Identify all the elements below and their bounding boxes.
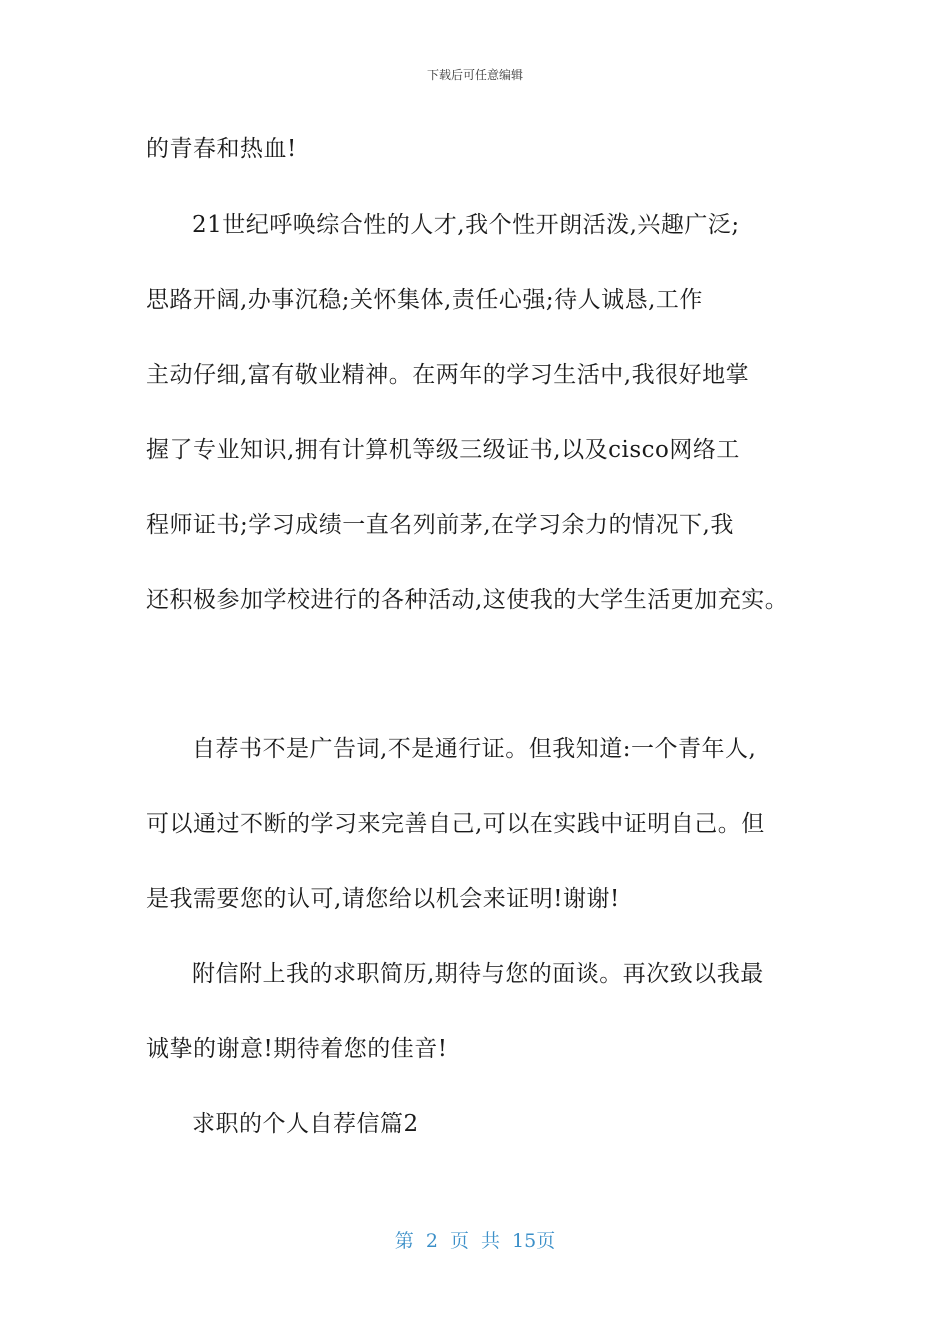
section-heading: 求职的个人自荐信篇2 xyxy=(192,1111,419,1137)
body-line: 主动仔细,富有敬业精神。在两年的学习生活中,我很好地掌 xyxy=(146,362,750,388)
body-line: 握了专业知识,拥有计算机等级三级证书,以及cisco网络工 xyxy=(146,437,740,463)
body-line: 思路开阔,办事沉稳;关怀集体,责任心强;待人诚恳,工作 xyxy=(146,287,703,313)
page-header: 下载后可任意编辑 xyxy=(426,68,523,82)
body-line: 诚挚的谢意!期待着您的佳音! xyxy=(146,1036,448,1062)
body-line: 的青春和热血! xyxy=(146,136,297,162)
body-line: 21世纪呼唤综合性的人才,我个性开朗活泼,兴趣广泛; xyxy=(192,212,740,238)
body-line: 自荐书不是广告词,不是通行证。但我知道:一个青年人, xyxy=(192,736,757,762)
page-number: 第 2 页 共 15页 xyxy=(394,1230,556,1252)
body-line: 还积极参加学校进行的各种活动,这使我的大学生活更加充实。 xyxy=(146,587,789,613)
body-line: 程师证书;学习成绩一直名列前茅,在学习余力的情况下,我 xyxy=(146,512,734,538)
body-line: 可以通过不断的学习来完善自己,可以在实践中证明自己。但 xyxy=(146,811,765,837)
body-line: 附信附上我的求职简历,期待与您的面谈。再次致以我最 xyxy=(192,961,764,987)
body-line: 是我需要您的认可,请您给以机会来证明!谢谢! xyxy=(146,886,620,912)
